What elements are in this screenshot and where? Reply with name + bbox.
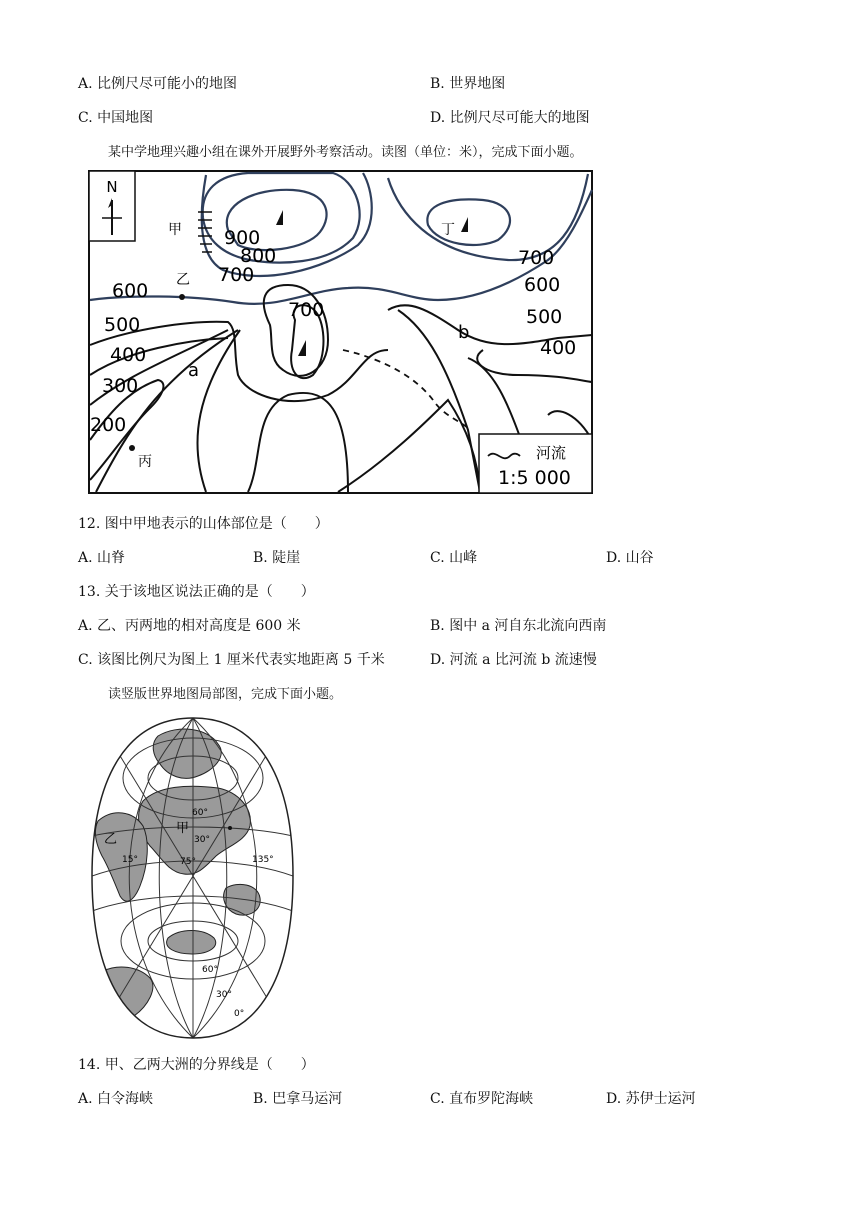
q11-option-d: D. 比例尺尽可能大的地图 [430, 110, 590, 126]
legend-river-label: 河流 [536, 444, 567, 462]
q12-option-c: C. 山峰 [430, 550, 478, 566]
landmass-antarctica [167, 931, 216, 955]
contour-label: 500 [526, 306, 563, 328]
q13-option-d: D. 河流 a 比河流 b 流速慢 [430, 652, 597, 668]
q12-option-d: D. 山谷 [606, 550, 654, 566]
q12-stem: 12. 图中甲地表示的山体部位是（ ） [78, 516, 329, 532]
q11-option-a: A. 比例尺尽可能小的地图 [78, 76, 238, 92]
contour-label: 700 [518, 247, 555, 269]
label-ding: 丁 [441, 222, 455, 238]
q12-option-a: A. 山脊 [78, 550, 126, 566]
contour-label: 400 [540, 337, 577, 359]
q12-option-b: B. 陡崖 [253, 550, 301, 566]
contour-label: 600 [524, 274, 561, 296]
contour-label: 600 [112, 280, 149, 302]
label-yi: 乙 [104, 832, 118, 847]
q11-option-b: B. 世界地图 [430, 76, 506, 92]
contour-label: 200 [90, 414, 127, 436]
point-bing [129, 445, 135, 451]
contour-label: 900 [224, 227, 261, 249]
intro-topo: 某中学地理兴趣小组在课外开展野外考察活动。读图（单位：米），完成下面小题。 [108, 145, 583, 160]
contour-label: 800 [240, 245, 277, 267]
label-jia: 甲 [176, 821, 190, 836]
topographic-map [88, 170, 594, 495]
q13-option-b: B. 图中 a 河自东北流向西南 [430, 618, 607, 634]
label-river-a: a [188, 360, 200, 381]
contour-label: 400 [110, 344, 147, 366]
intro-globe: 读竖版世界地图局部图，完成下面小题。 [108, 687, 343, 702]
lon-label: 135° [252, 855, 274, 865]
label-jia: 甲 [168, 222, 182, 238]
q14-option-b: B. 巴拿马运河 [253, 1091, 343, 1107]
q14-stem: 14. 甲、乙两大洲的分界线是（ ） [78, 1057, 315, 1073]
lat-label: 60° [192, 808, 208, 818]
q14-option-a: A. 白令海峡 [78, 1091, 154, 1107]
legend-scale: 1:5 000 [498, 467, 571, 489]
q13-stem: 13. 关于该地区说法正确的是（ ） [78, 584, 315, 600]
point-yi [179, 294, 185, 300]
label-river-b: b [458, 322, 470, 343]
q14-option-c: C. 直布罗陀海峡 [430, 1091, 534, 1107]
q14-option-d: D. 苏伊士运河 [606, 1091, 696, 1107]
q13-option-a: A. 乙、丙两地的相对高度是 600 米 [78, 618, 301, 634]
lat-label: 0° [234, 1009, 245, 1019]
lat-label: 30° [216, 990, 232, 1000]
lat-label: 30° [194, 835, 210, 845]
lat-label: 60° [202, 965, 218, 975]
lon-label: 15° [122, 855, 138, 865]
contour-label: 300 [102, 375, 139, 397]
north-label: N [106, 178, 118, 196]
lon-label: 75° [180, 857, 196, 867]
contour-label: 700 [218, 264, 255, 286]
contour-label: 500 [104, 314, 141, 336]
label-bing: 丙 [138, 454, 152, 470]
contour-label: 700 [288, 299, 325, 321]
q11-option-c: C. 中国地图 [78, 110, 154, 126]
vertical-world-map [88, 716, 298, 1041]
q13-option-c: C. 该图比例尺为图上 1 厘米代表实地距离 5 千米 [78, 652, 385, 668]
label-yi: 乙 [176, 272, 190, 288]
